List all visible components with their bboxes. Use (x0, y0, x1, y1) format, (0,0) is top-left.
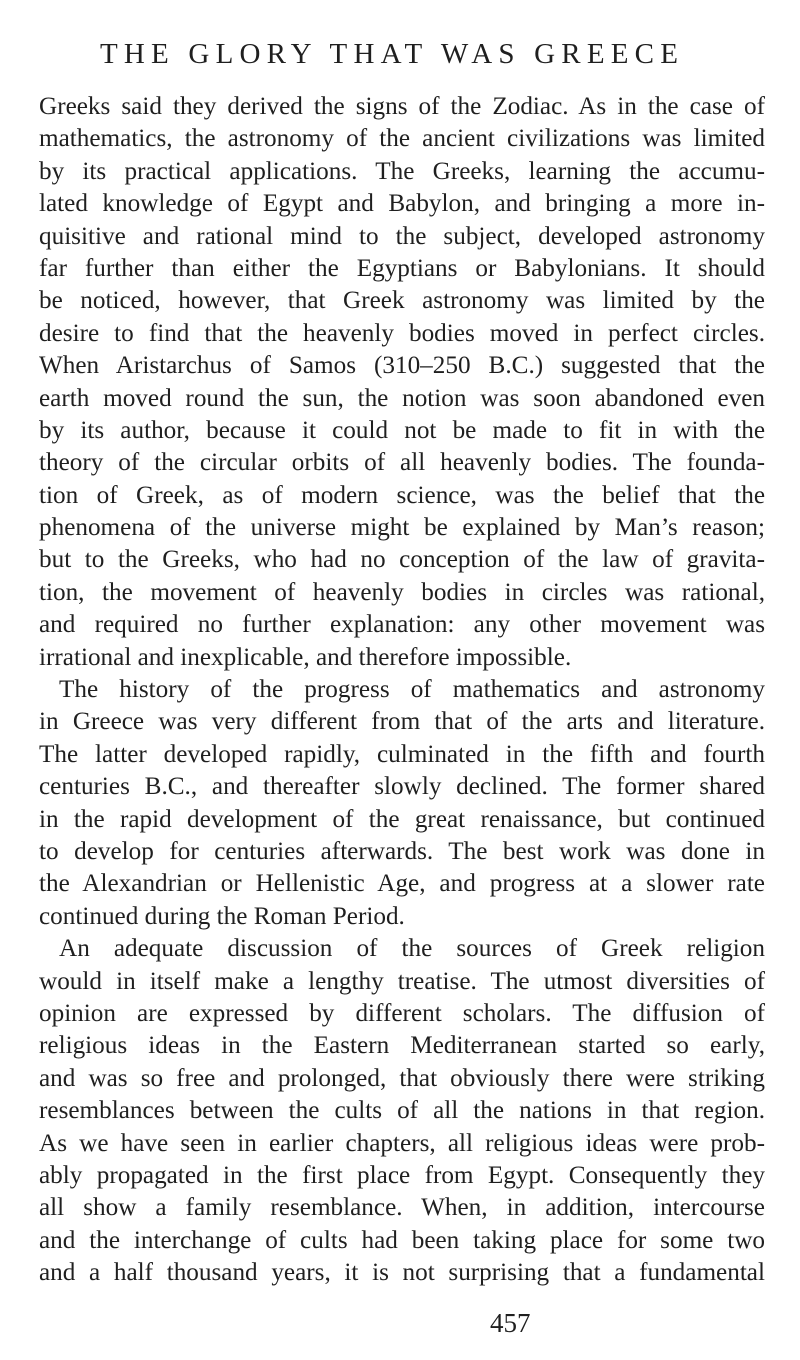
text-line: opinion are expressed by different scholars. The diffusion of (39, 999, 765, 1027)
text-line: to develop for centuries afterwards. The best work was done in (39, 837, 765, 865)
text-line: and required no further explanation: any other movement was (39, 611, 765, 639)
text-line: and was so free and prolonged, that obviously there were striking (39, 1064, 765, 1092)
text-line: by its practical applications. The Greeks, learning the accumu- (39, 157, 765, 185)
text-line: centuries B.C., and thereafter slowly declined. The former shared (39, 773, 765, 801)
text-line: lated knowledge of Egypt and Babylon, and bringing a more in- (39, 190, 765, 218)
running-header: THE GLORY THAT WAS GREECE (100, 38, 685, 70)
text-line: irrational and inexplicable, and therefore impossible. (39, 643, 572, 671)
text-line: The history of the progress of mathematics and astronomy (59, 676, 765, 704)
text-line: but to the Greeks, who had no conception of the law of gravita- (39, 546, 765, 574)
text-line: religious ideas in the Eastern Mediterranean started so early, (39, 1032, 765, 1060)
body-text (39, 91, 765, 1289)
page-number: 457 (490, 1308, 531, 1338)
text-line: would in itself make a lengthy treatise. The utmost diversities of (39, 967, 765, 995)
text-line: by its author, because it could not be made to fit in with the (39, 416, 765, 444)
text-line: be noticed, however, that Greek astronomy was limited by the (39, 287, 765, 315)
text-line: theory of the circular orbits of all heavenly bodies. The founda- (39, 449, 765, 477)
text-line: resemblances between the cults of all the nations in that region. (39, 1097, 765, 1125)
text-line: quisitive and rational mind to the subject, developed astronomy (39, 222, 765, 250)
text-line: tion of Greek, as of modern science, was the belief that the (39, 481, 765, 509)
text-line: continued during the Roman Period. (39, 902, 405, 930)
text-line: and the interchange of cults had been taking place for some two (39, 1226, 765, 1254)
text-line: all show a family resemblance. When, in addition, intercourse (39, 1194, 765, 1222)
text-line: As we have seen in earlier chapters, all religious ideas were prob- (39, 1129, 765, 1157)
text-line: mathematics, the astronomy of the ancient civilizations was limited (39, 125, 765, 153)
text-line: desire to find that the heavenly bodies moved in perfect circles. (39, 319, 765, 347)
text-line: earth moved round the sun, the notion was soon abandoned even (39, 384, 765, 412)
text-line: in Greece was very different from that of the arts and literature. (39, 708, 765, 736)
text-line: the Alexandrian or Hellenistic Age, and progress at a slower rate (39, 870, 765, 898)
text-line: in the rapid development of the great renaissance, but continued (39, 805, 765, 833)
text-line: The latter developed rapidly, culminated in the fifth and fourth (39, 740, 765, 768)
text-line: and a half thousand years, it is not surprising that a fundamental (39, 1259, 765, 1287)
text-line: ably propagated in the first place from Egypt. Consequently they (39, 1161, 765, 1189)
text-line: Greeks said they derived the signs of the Zodiac. As in the case of (39, 93, 765, 120)
text-line: An adequate discussion of the sources of Greek religion (59, 935, 765, 963)
text-line: tion, the movement of heavenly bodies in circles was rational, (39, 578, 765, 606)
text-line: far further than either the Egyptians or Babylonians. It should (39, 254, 765, 282)
text-line: phenomena of the universe might be explained by Man’s reason; (39, 514, 765, 542)
text-line: When Aristarchus of Samos (310–250 B.C.) suggested that the (39, 352, 765, 380)
